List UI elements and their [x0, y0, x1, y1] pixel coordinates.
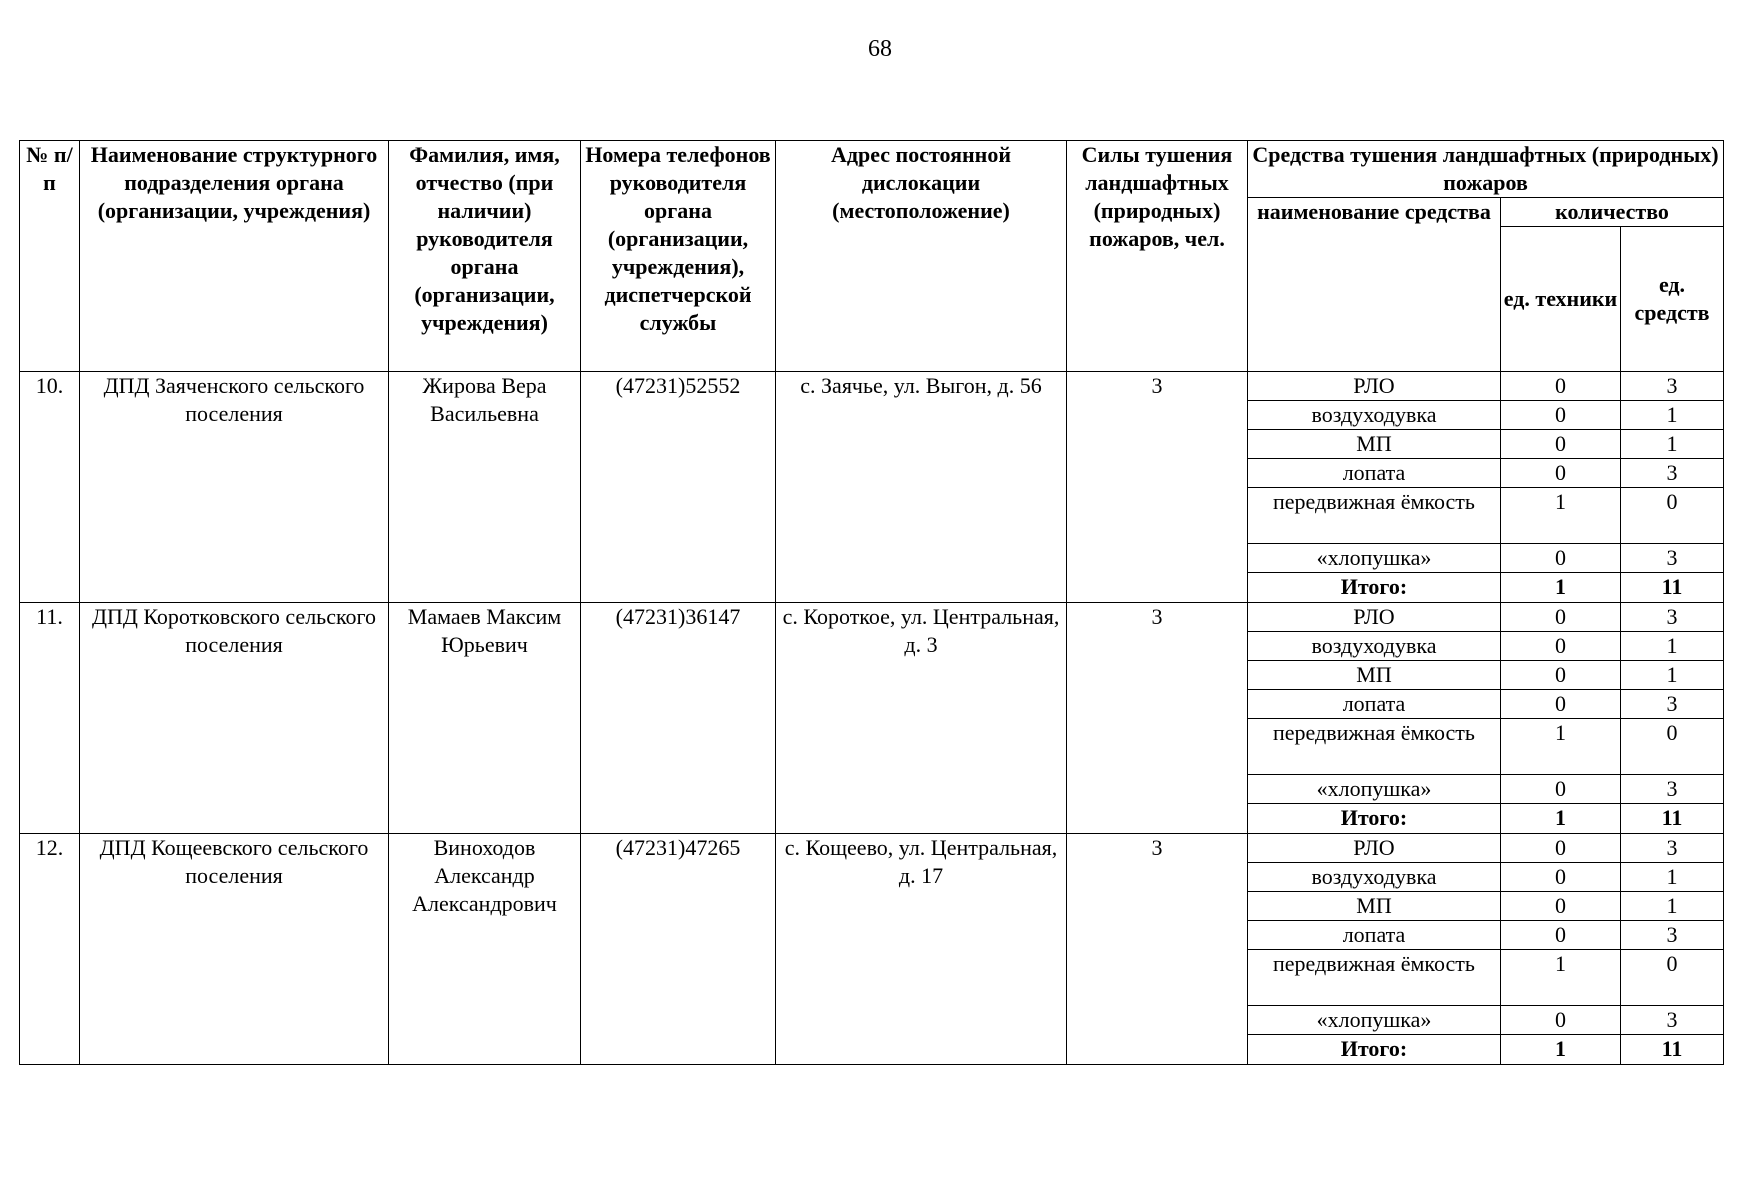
units-equipment: 0	[1501, 401, 1621, 430]
forces-count: 3	[1067, 603, 1248, 834]
units-means: 1	[1621, 401, 1724, 430]
units-means: 1	[1621, 661, 1724, 690]
total-means: 11	[1621, 573, 1724, 603]
address: с. Кощеево, ул. Центральная, д. 17	[776, 834, 1067, 1065]
table-row	[20, 834, 1724, 863]
units-means: 3	[1621, 372, 1724, 401]
means-name: передвижная ёмкость	[1248, 950, 1501, 1006]
total-equipment: 1	[1501, 804, 1621, 834]
total-means: 11	[1621, 804, 1724, 834]
units-equipment: 0	[1501, 632, 1621, 661]
units-means: 0	[1621, 950, 1724, 1006]
units-means: 1	[1621, 863, 1724, 892]
units-equipment: 0	[1501, 372, 1621, 401]
header-forces: Силы тушения ландшафтных (природных) пожаров, чел.	[1067, 141, 1248, 372]
units-means: 0	[1621, 719, 1724, 775]
units-equipment: 1	[1501, 719, 1621, 775]
page-number: 68	[868, 36, 892, 62]
units-equipment: 0	[1501, 892, 1621, 921]
total-equipment: 1	[1501, 1035, 1621, 1065]
total-label: Итого:	[1248, 804, 1501, 834]
unit-name: ДПД Кощеевского сельского поселения	[80, 834, 389, 1065]
forces-count: 3	[1067, 372, 1248, 603]
means-name: РЛО	[1248, 603, 1501, 632]
units-means: 3	[1621, 603, 1724, 632]
header-address: Адрес постоянной дислокации (местоположение)	[776, 141, 1067, 372]
unit-name: ДПД Коротковского сельского поселения	[80, 603, 389, 834]
units-equipment: 0	[1501, 834, 1621, 863]
head-name: Мамаев Максим Юрьевич	[389, 603, 581, 834]
means-name: «хлопушка»	[1248, 1006, 1501, 1035]
head-name: Виноходов Александр Александрович	[389, 834, 581, 1065]
units-equipment: 0	[1501, 1006, 1621, 1035]
means-name: лопата	[1248, 459, 1501, 488]
total-label: Итого:	[1248, 573, 1501, 603]
units-equipment: 0	[1501, 661, 1621, 690]
header-units-equipment: ед. техники	[1501, 227, 1621, 372]
address: с. Заячье, ул. Выгон, д. 56	[776, 372, 1067, 603]
units-equipment: 0	[1501, 775, 1621, 804]
units-equipment: 0	[1501, 690, 1621, 719]
units-means: 3	[1621, 459, 1724, 488]
header-head-name: Фамилия, имя, отчество (при наличии) руководителя органа (организации, учреждения)	[389, 141, 581, 372]
total-means: 11	[1621, 1035, 1724, 1065]
means-name: МП	[1248, 661, 1501, 690]
phone-number: (47231)52552	[581, 372, 776, 603]
units-equipment: 0	[1501, 921, 1621, 950]
header-row-1	[20, 141, 1724, 198]
units-equipment: 0	[1501, 603, 1621, 632]
total-equipment: 1	[1501, 573, 1621, 603]
means-name: «хлопушка»	[1248, 775, 1501, 804]
units-means: 1	[1621, 430, 1724, 459]
row-number: 11.	[20, 603, 80, 834]
units-equipment: 0	[1501, 430, 1621, 459]
units-equipment: 1	[1501, 950, 1621, 1006]
units-means: 1	[1621, 632, 1724, 661]
table-body	[20, 372, 1724, 1065]
head-name: Жирова Вера Васильевна	[389, 372, 581, 603]
header-means: Средства тушения ландшафтных (природных) пожаров	[1248, 141, 1724, 198]
units-means: 3	[1621, 775, 1724, 804]
units-means: 0	[1621, 488, 1724, 544]
units-means: 3	[1621, 921, 1724, 950]
header-quantity: количество	[1501, 198, 1724, 227]
forces-count: 3	[1067, 834, 1248, 1065]
header-phones: Номера телефонов руководителя органа (организации, учреждения), диспетчерской службы	[581, 141, 776, 372]
means-name: передвижная ёмкость	[1248, 719, 1501, 775]
row-number: 10.	[20, 372, 80, 603]
row-number: 12.	[20, 834, 80, 1065]
fire-means-table	[19, 140, 1724, 1065]
phone-number: (47231)47265	[581, 834, 776, 1065]
means-name: МП	[1248, 430, 1501, 459]
table-row	[20, 603, 1724, 632]
header-means-name: наименование средства	[1248, 198, 1501, 372]
units-means: 3	[1621, 834, 1724, 863]
address: с. Короткое, ул. Центральная, д. 3	[776, 603, 1067, 834]
means-name: воздуходувка	[1248, 863, 1501, 892]
units-equipment: 0	[1501, 459, 1621, 488]
table-row	[20, 372, 1724, 401]
means-name: МП	[1248, 892, 1501, 921]
header-units-means: ед. средств	[1621, 227, 1724, 372]
units-equipment: 1	[1501, 488, 1621, 544]
header-unit-name: Наименование структурного подразделения органа (организации, учреждения)	[80, 141, 389, 372]
header-num: № п/п	[20, 141, 80, 372]
units-means: 3	[1621, 544, 1724, 573]
units-equipment: 0	[1501, 863, 1621, 892]
means-name: «хлопушка»	[1248, 544, 1501, 573]
units-equipment: 0	[1501, 544, 1621, 573]
phone-number: (47231)36147	[581, 603, 776, 834]
means-name: передвижная ёмкость	[1248, 488, 1501, 544]
means-name: лопата	[1248, 921, 1501, 950]
units-means: 3	[1621, 690, 1724, 719]
means-name: воздуходувка	[1248, 632, 1501, 661]
means-name: РЛО	[1248, 372, 1501, 401]
total-label: Итого:	[1248, 1035, 1501, 1065]
means-name: воздуходувка	[1248, 401, 1501, 430]
units-means: 1	[1621, 892, 1724, 921]
means-name: лопата	[1248, 690, 1501, 719]
means-name: РЛО	[1248, 834, 1501, 863]
unit-name: ДПД Заяченского сельского поселения	[80, 372, 389, 603]
units-means: 3	[1621, 1006, 1724, 1035]
